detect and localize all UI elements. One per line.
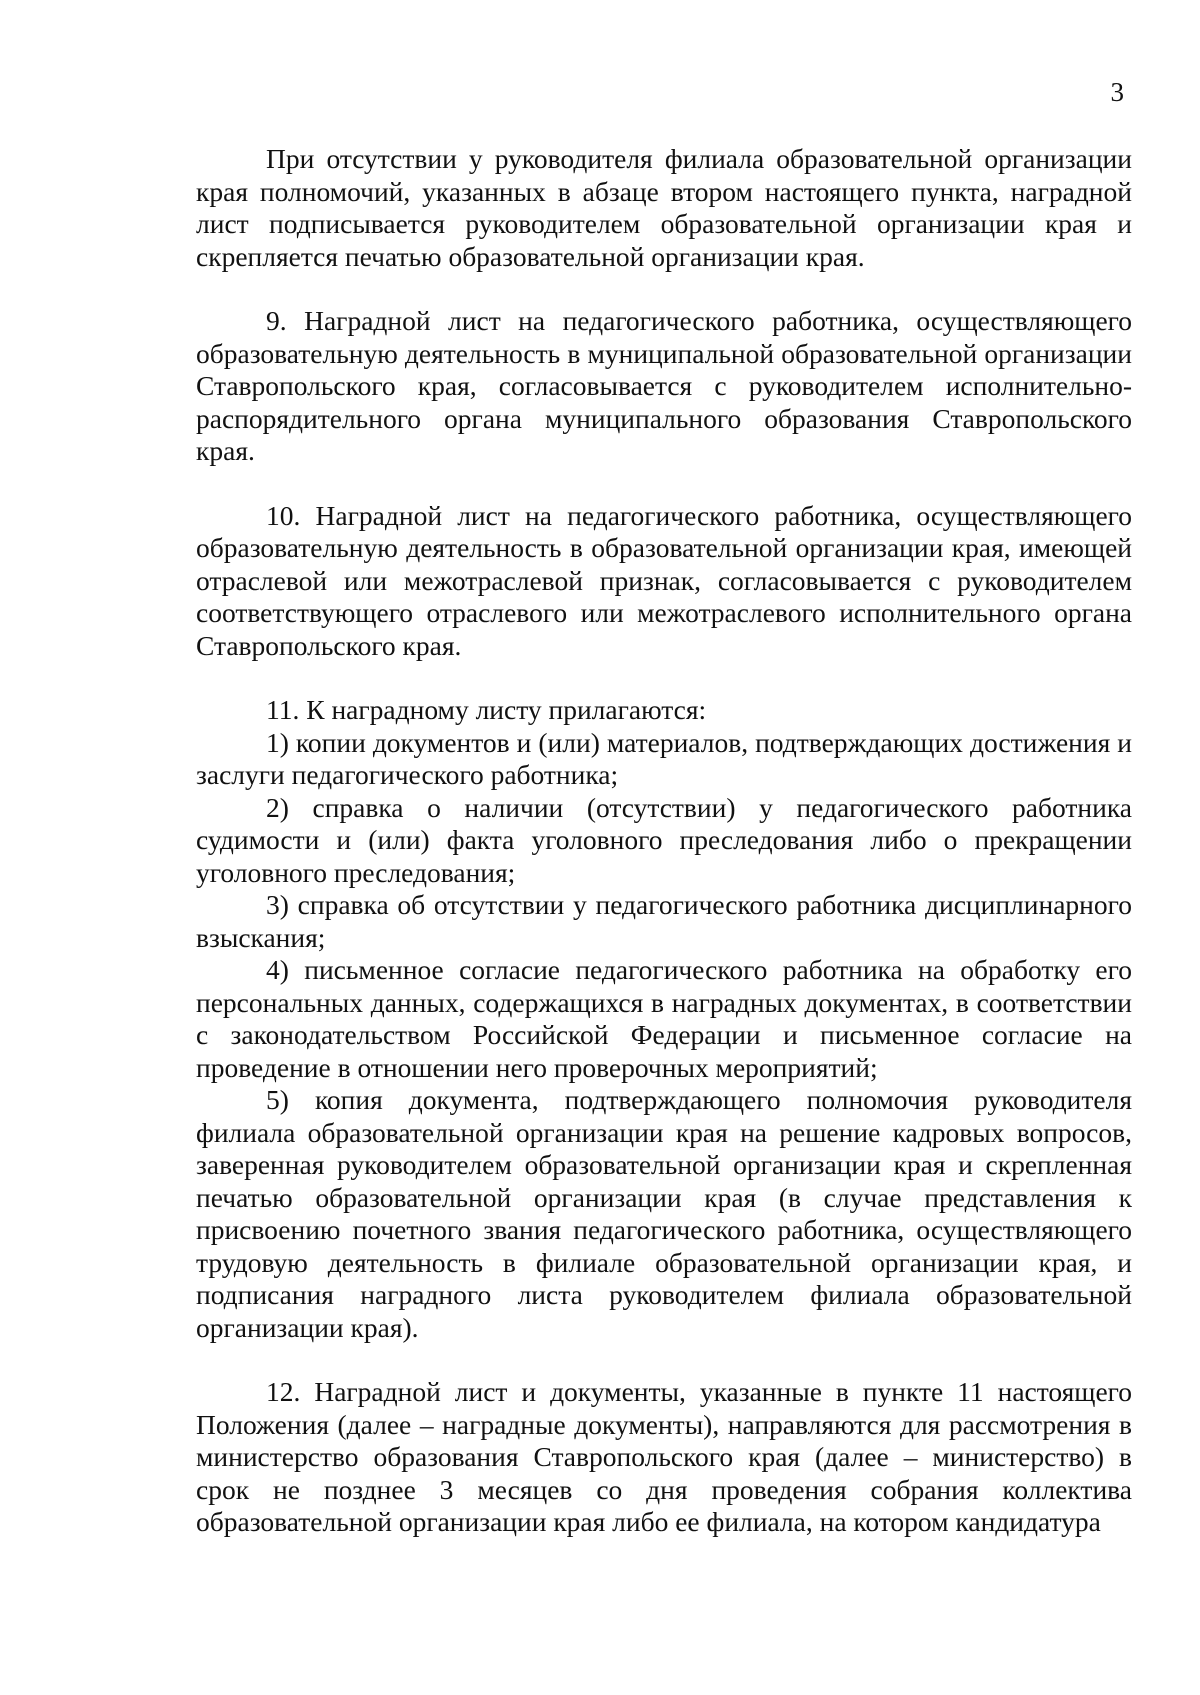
paragraph-branch-authority: При отсутствии у руководителя филиала образовательной организации края полномочий, указанных в абзаце втором настоящего пункта, наградной лист подписывается руководителем образовательной организации края и скрепляется печатью образовательной организации края. [196,143,1132,272]
paragraph-11-intro: 11. К наградному листу прилагаются: [266,694,707,725]
list-item-11-2: 2) справка о наличии (отсутствии) у педагогического работника судимости и (или) факта уголовного преследования либо о прекращении уголовного преследования; [196,791,1132,888]
page-number: 3 [1110,77,1124,107]
list-item-11-3: 3) справка об отсутствии у педагогического работника дисциплинарного взыскания; [196,889,1132,953]
paragraph-10: 10. Наградной лист на педагогического работника, осуществляющего образовательную деятельность в образовательной организации края, имеющей отраслевой или межотраслевой признак, согласовывается с руководителем соответствующего отраслевого или межотраслевого исполнительного органа Ставропольского края. [196,499,1132,661]
list-item-11-4: 4) письменное согласие педагогического работника на обработку его персональных данных, содержащихся в наградных документах, в соответствии с законодательством Российской Федерации и письменное согласие на проведение в отношении него проверочных мероприятий; [196,954,1132,1083]
paragraph-12: 12. Наградной лист и документы, указанные в пункте 11 настоящего Положения (далее – наградные документы), направляются для рассмотрения в министерство образования Ставропольского края (далее – министерство) в срок не позднее 3 месяцев со дня проведения собрания коллектива образовательной организации края либо ее филиала, на котором кандидатура [196,1376,1132,1537]
list-item-11-5: 5) копия документа, подтверждающего полномочия руководителя филиала образовательной организации края на решение кадровых вопросов, заверенная руководителем образовательной организации края и скрепленная печатью образовательной организации края (в случае представления к присвоению почетного звания педагогического работника, осуществляющего трудовую деятельность в филиале образовательной организации края, и подписания наградного листа руководителем филиала образовательной организации края). [196,1084,1132,1343]
list-item-11-1: 1) копии документов и (или) материалов, подтверждающих достижения и заслуги педагогического работника; [196,726,1132,790]
paragraph-9: 9. Наградной лист на педагогического работника, осуществляющего образовательную деятельность в муниципальной образовательной организации Ставропольского края, согласовывается с руководителем исполнительно-распорядительного органа муниципального образования Ставропольского края. [196,305,1132,466]
document-body [196,143,1132,1539]
